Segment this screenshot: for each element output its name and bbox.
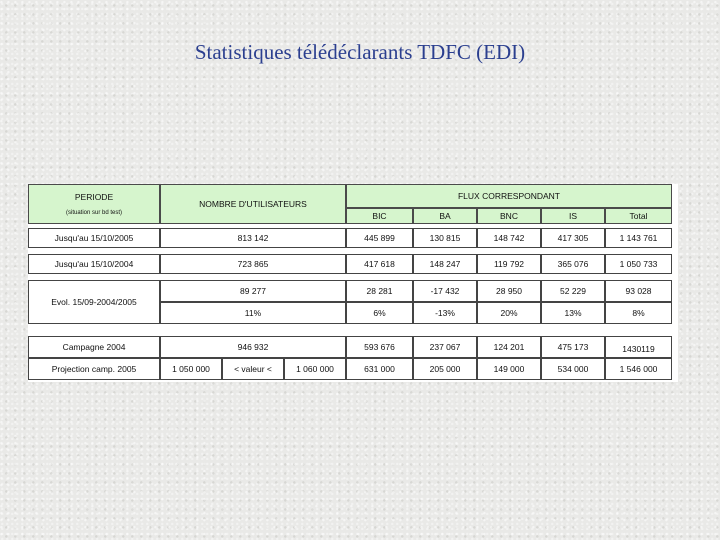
row-campagne-users: 946 932 <box>160 336 346 358</box>
row-evol-total-pct: 8% <box>605 302 672 324</box>
row-projection-total: 1 546 000 <box>605 358 672 380</box>
header-col-bic: BIC <box>346 208 413 224</box>
row-evol-is-pct: 13% <box>541 302 605 324</box>
row-campagne-bnc: 124 201 <box>477 336 541 358</box>
row-projection-user-low: 1 050 000 <box>160 358 222 380</box>
row-evol-users-pct: 11% <box>160 302 346 324</box>
row-evol-ba-abs: -17 432 <box>413 280 477 302</box>
row-evol-total-abs: 93 028 <box>605 280 672 302</box>
header-periode <box>28 184 160 224</box>
header-col-is: IS <box>541 208 605 224</box>
row-2004-total: 1 050 733 <box>605 254 672 274</box>
header-col-bnc: BNC <box>477 208 541 224</box>
header-periode-sublabel: (situation sur bd test) <box>65 210 123 216</box>
page-title: Statistiques télédéclarants TDFC (EDI) <box>194 40 526 64</box>
row-campagne-is: 475 173 <box>541 336 605 358</box>
row-2005-is: 417 305 <box>541 228 605 248</box>
row-campagne-ba: 237 067 <box>413 336 477 358</box>
row-2005-ba: 130 815 <box>413 228 477 248</box>
row-2004-bic: 417 618 <box>346 254 413 274</box>
header-flux <box>346 184 672 208</box>
row-2004-label: Jusqu'au 15/10/2004 <box>28 254 160 274</box>
row-projection-user-mid: < valeur < <box>222 358 284 380</box>
row-projection-label: Projection camp. 2005 <box>28 358 160 380</box>
row-evol-bnc-abs: 28 950 <box>477 280 541 302</box>
row-evol-ba-pct: -13% <box>413 302 477 324</box>
row-evol-label: Evol. 15/09-2004/2005 <box>28 280 160 324</box>
row-2004-users: 723 865 <box>160 254 346 274</box>
row-2005-users: 813 142 <box>160 228 346 248</box>
statistics-table <box>28 184 678 382</box>
header-periode-label: PERIODE <box>74 192 114 202</box>
header-col-ba: BA <box>413 208 477 224</box>
row-projection-is: 534 000 <box>541 358 605 380</box>
header-flux-label: FLUX CORRESPONDANT <box>457 191 560 201</box>
row-projection-user-high: 1 060 000 <box>284 358 346 380</box>
header-users-label: NOMBRE D'UTILISATEURS <box>199 199 307 209</box>
row-2005-bnc: 148 742 <box>477 228 541 248</box>
row-evol-bic-abs: 28 281 <box>346 280 413 302</box>
row-2004-bnc: 119 792 <box>477 254 541 274</box>
row-campagne-total: 1430119 <box>605 336 672 358</box>
row-campagne-label: Campagne 2004 <box>28 336 160 358</box>
row-evol-bic-pct: 6% <box>346 302 413 324</box>
row-campagne-bic: 593 676 <box>346 336 413 358</box>
row-evol-bnc-pct: 20% <box>477 302 541 324</box>
row-projection-ba: 205 000 <box>413 358 477 380</box>
row-evol-users-abs: 89 277 <box>160 280 346 302</box>
row-2004-is: 365 076 <box>541 254 605 274</box>
row-projection-bnc: 149 000 <box>477 358 541 380</box>
row-2004-ba: 148 247 <box>413 254 477 274</box>
row-evol-is-abs: 52 229 <box>541 280 605 302</box>
row-2005-label: Jusqu'au 15/10/2005 <box>28 228 160 248</box>
row-2005-bic: 445 899 <box>346 228 413 248</box>
row-projection-bic: 631 000 <box>346 358 413 380</box>
header-col-total: Total <box>605 208 672 224</box>
row-2005-total: 1 143 761 <box>605 228 672 248</box>
header-users <box>160 184 346 224</box>
